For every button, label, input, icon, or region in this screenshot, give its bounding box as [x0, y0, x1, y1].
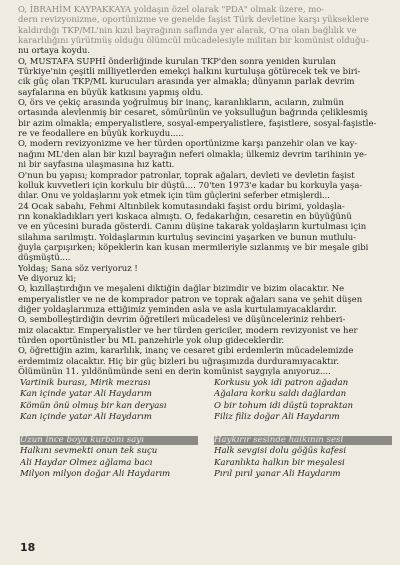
text-line: O, örs ve çekiç arasında yoğrulmuş bir inanç, karanlıkların, acıların, zulmün: [18, 97, 344, 108]
text-line: O'nun bu yapısı; komprador patronlar, toprak ağaları, devleti ve devletin faşist: [18, 169, 355, 180]
text-line: O, sembolleştirdiğin devrim öğretileri mücadelesi ve düşünceleriniz rehberi-: [18, 314, 346, 325]
text-line: O, modern revizyonizme ve her türden oportünizme karşı panzehir olan ve kay-: [18, 138, 358, 149]
text-line: diğer yoldaşlarımıza ettiğimiz yeminden asla ve asla kurtulamıyacaklardır.: [18, 303, 337, 314]
poem-line: Kan içinde yatar Ali Haydarım: [20, 411, 152, 422]
poem-line: Haykırır sesinde halkının sesi: [214, 435, 392, 446]
text-line: kaldırdığı TKP/ML'nin kızıl bayrağının saflında yer alarak, O'na olan bağlılık ve: [18, 24, 357, 35]
poem-line: Kömün önü olmuş bir kan deryası: [20, 400, 167, 411]
text-line: kolluk kuvvetleri için korkulu bir düştü.... 70'ten 1973'e kadar bu korkuyla yaşa-: [18, 179, 363, 190]
text-line: silahına sarılmıştı. Yoldaşlarının kurtuluş sevincini yaşarken ve bunun mutlulu-: [18, 231, 357, 242]
poem-line: Korkusu yok idi patron ağadan: [214, 378, 349, 388]
text-line: Yoldaş; Sana söz veriyoruz !: [18, 262, 138, 273]
poem-stanza: [20, 435, 198, 480]
poem-line: O bir tohum idi düştü topraktan: [214, 400, 354, 411]
text-line: ve en yücesini burada gösterdi. Canını düşine takarak yoldaşların kurtulması için: [18, 221, 367, 232]
text-line: erdemimiz olacaktır. Hiç bir güç bizleri bu uğraşımızda durduramıyacaktır.: [18, 355, 340, 366]
text-line: dern revizyonizme, oportünizme ve genelde faşist Türk devletine karşı yükseklere: [18, 14, 369, 25]
poems-section: [20, 378, 390, 528]
poem-line: Uzun ince boyu kurbanı sayı: [20, 435, 198, 446]
body-text: [18, 4, 386, 376]
text-line: miz olacaktır. Emperyalistler ve her türden gericiler, modern revizyonist ve her: [18, 324, 358, 335]
text-line: kararlılığını yürütmüş olduğu ölümcül mücadelesiyle militan bir komünist olduğu-: [18, 35, 369, 46]
text-line: emperyalistler ve ne de komprador patron ve toprak ağaları sana ve şehit düşen: [18, 293, 363, 304]
text-line: Ve diyoruz ki;: [18, 272, 77, 283]
text-line: ortasında alevlenmiş bir cesaret, sömürünün ve yoksulluğun bağrında çeliklesmiş: [18, 107, 368, 118]
poem-line: Halkını sevmekti onun tek suçu: [20, 446, 158, 457]
text-line: bir azim olmakla; emperyalistlere, sosyal-emperyalistlere, faşistlere, sosyal-faşistle-: [18, 117, 377, 128]
poem-stanza: [214, 378, 392, 423]
poem-line: Karanlıkta halkın bir meşalesi: [214, 457, 345, 468]
poem-stanza: [20, 378, 198, 423]
text-line: ğuyla çarpışırken; köpeklerin kan kusan mermileriyle sızlanmış ve bir meşale gibi: [18, 241, 369, 252]
text-line: sayfalarına en büyük katkısını yapmış oldu.: [18, 86, 204, 97]
poem-line: Milyon milyon doğar Ali Haydarım: [20, 468, 171, 479]
text-line: nu ortaya koydu.: [18, 45, 91, 56]
text-line: 24 Ocak sabahı, Fehmi Altınbilek komutasındaki faşist ordu birimi, yoldaşla-: [18, 200, 345, 211]
text-line: nağını ML'den alan bir kızıl bayrağın neferi olmakla; ülkemiz devrim tarihinin ye-: [18, 148, 367, 159]
text-line: O, öğrettiğin azim, kararlılık, inanç ve cesaret gibi erdemlerin mücadelemizde: [18, 345, 354, 356]
text-line: Türkiye'nin çeşitli milliyetlerden emekçi halkını kurtuluşa götürecek tek ve biri-: [18, 66, 361, 77]
poem-line: Halk sevgisi dolu göğüs kafesi: [214, 446, 347, 457]
text-line: dılar. Onu ve yoldaşlarını yok etmek için tüm güçlerini seferber etmişlerdi...: [18, 190, 330, 201]
text-line: O, İBRAHİM KAYPAKKAYA yoldaşın özel olarak "PDA" olmak üzere, mo-: [18, 4, 325, 14]
poem-line: Pırıl pırıl yanar Ali Haydarım: [214, 468, 341, 479]
text-line: türden oportünistler bu ML panzehirle yok olup gideceklerdir.: [18, 335, 285, 345]
text-line: düşmüştü....: [18, 252, 71, 263]
text-line: O, MUSTAFA SUPHİ önderliğinde kurulan TKP'den sonra yeniden kurulan: [18, 55, 336, 66]
text-line: re ve feodallere en büyük korkuydu.....: [18, 128, 184, 139]
poem-line: Ali Haydar Ölmez ağlama bacı: [20, 457, 153, 468]
poem-line: Kan içinde yatar Ali Haydarım: [20, 389, 152, 400]
poem-stanza: [214, 435, 392, 480]
text-line: rın konakladıkları yeri kıskaca almıştı. O, fedakarlığın, cesaretin en büyüğünü: [18, 210, 352, 221]
text-line: cik güç olan TKP/ML kurucuları arasında yer almakla; dünyanın parlak devrim: [18, 76, 355, 87]
text-line: ni bir sayfasına ulaşmasına hız kattı.: [18, 159, 175, 170]
text-line: Ölümünün 11. yıldönümünde seni en derin komünist saygıyla anıyoruz....: [18, 366, 331, 377]
poem-line: Vartinik burası, Mirik mezrası: [20, 378, 151, 388]
text-line: O, kızıllaştırdığın ve meşaleni diktiğin dağlar bizimdir ve bizim olacaktır. Ne: [18, 283, 345, 294]
page-number: 18: [20, 541, 36, 554]
poem-line: Filiz filiz doğar Ali Haydarım: [214, 411, 340, 422]
poem-line: Ağalara korku saldı dağlardan: [214, 389, 347, 400]
